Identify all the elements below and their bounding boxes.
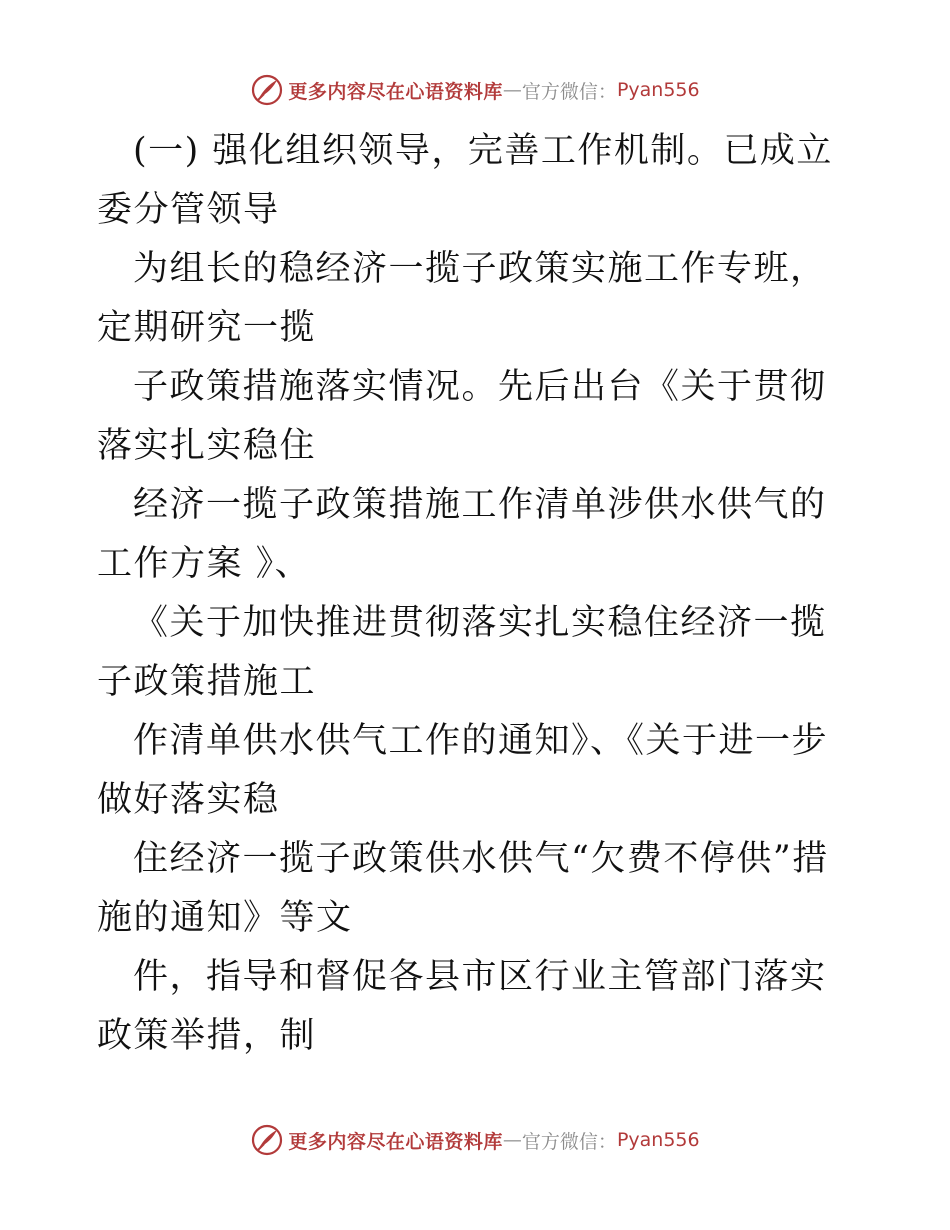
paragraph: 作清单供水供气工作的通知》、《关于进一步做好落实稳 xyxy=(97,721,829,820)
feather-pen-circle-icon xyxy=(250,1123,284,1157)
watermark-site-text: 更多内容尽在心语资料库 xyxy=(288,1130,503,1153)
header-watermark xyxy=(0,70,950,110)
watermark-wechat-label: 官方微信： xyxy=(521,1130,617,1153)
document-body xyxy=(97,122,857,1066)
paragraph: 住经济一揽子政策供水供气“欠费不停供”措施的通知》等文 xyxy=(97,839,829,938)
paragraph: 经济一揽子政策措施工作清单涉供水供气的工作方案 》、 xyxy=(97,485,827,584)
watermark-separator: — xyxy=(502,1129,522,1151)
footer-watermark xyxy=(0,1120,950,1160)
paragraph: 《关于加快推进贯彻落实扎实稳住经济一揽子政策措施工 xyxy=(97,603,827,702)
watermark-site-text: 更多内容尽在心语资料库 xyxy=(288,80,503,103)
feather-pen-circle-icon xyxy=(250,73,284,107)
paragraph: 为组长的稳经济一揽子政策实施工作专班，定期研究一揽 xyxy=(97,249,827,348)
watermark-wechat-label: 官方微信： xyxy=(521,80,617,103)
paragraph: 子政策措施落实情况。先后出台《关于贯彻落实扎实稳住 xyxy=(97,367,827,466)
paragraph: 件，指导和督促各县市区行业主管部门落实政策举措，制 xyxy=(97,957,827,1056)
watermark-wechat-id: Pyan556 xyxy=(616,1129,700,1151)
watermark-separator: — xyxy=(502,79,522,101)
watermark-wechat-id: Pyan556 xyxy=(616,79,700,101)
paragraph: (一) 强化组织领导，完善工作机制。已成立委分管领导 xyxy=(97,131,833,230)
